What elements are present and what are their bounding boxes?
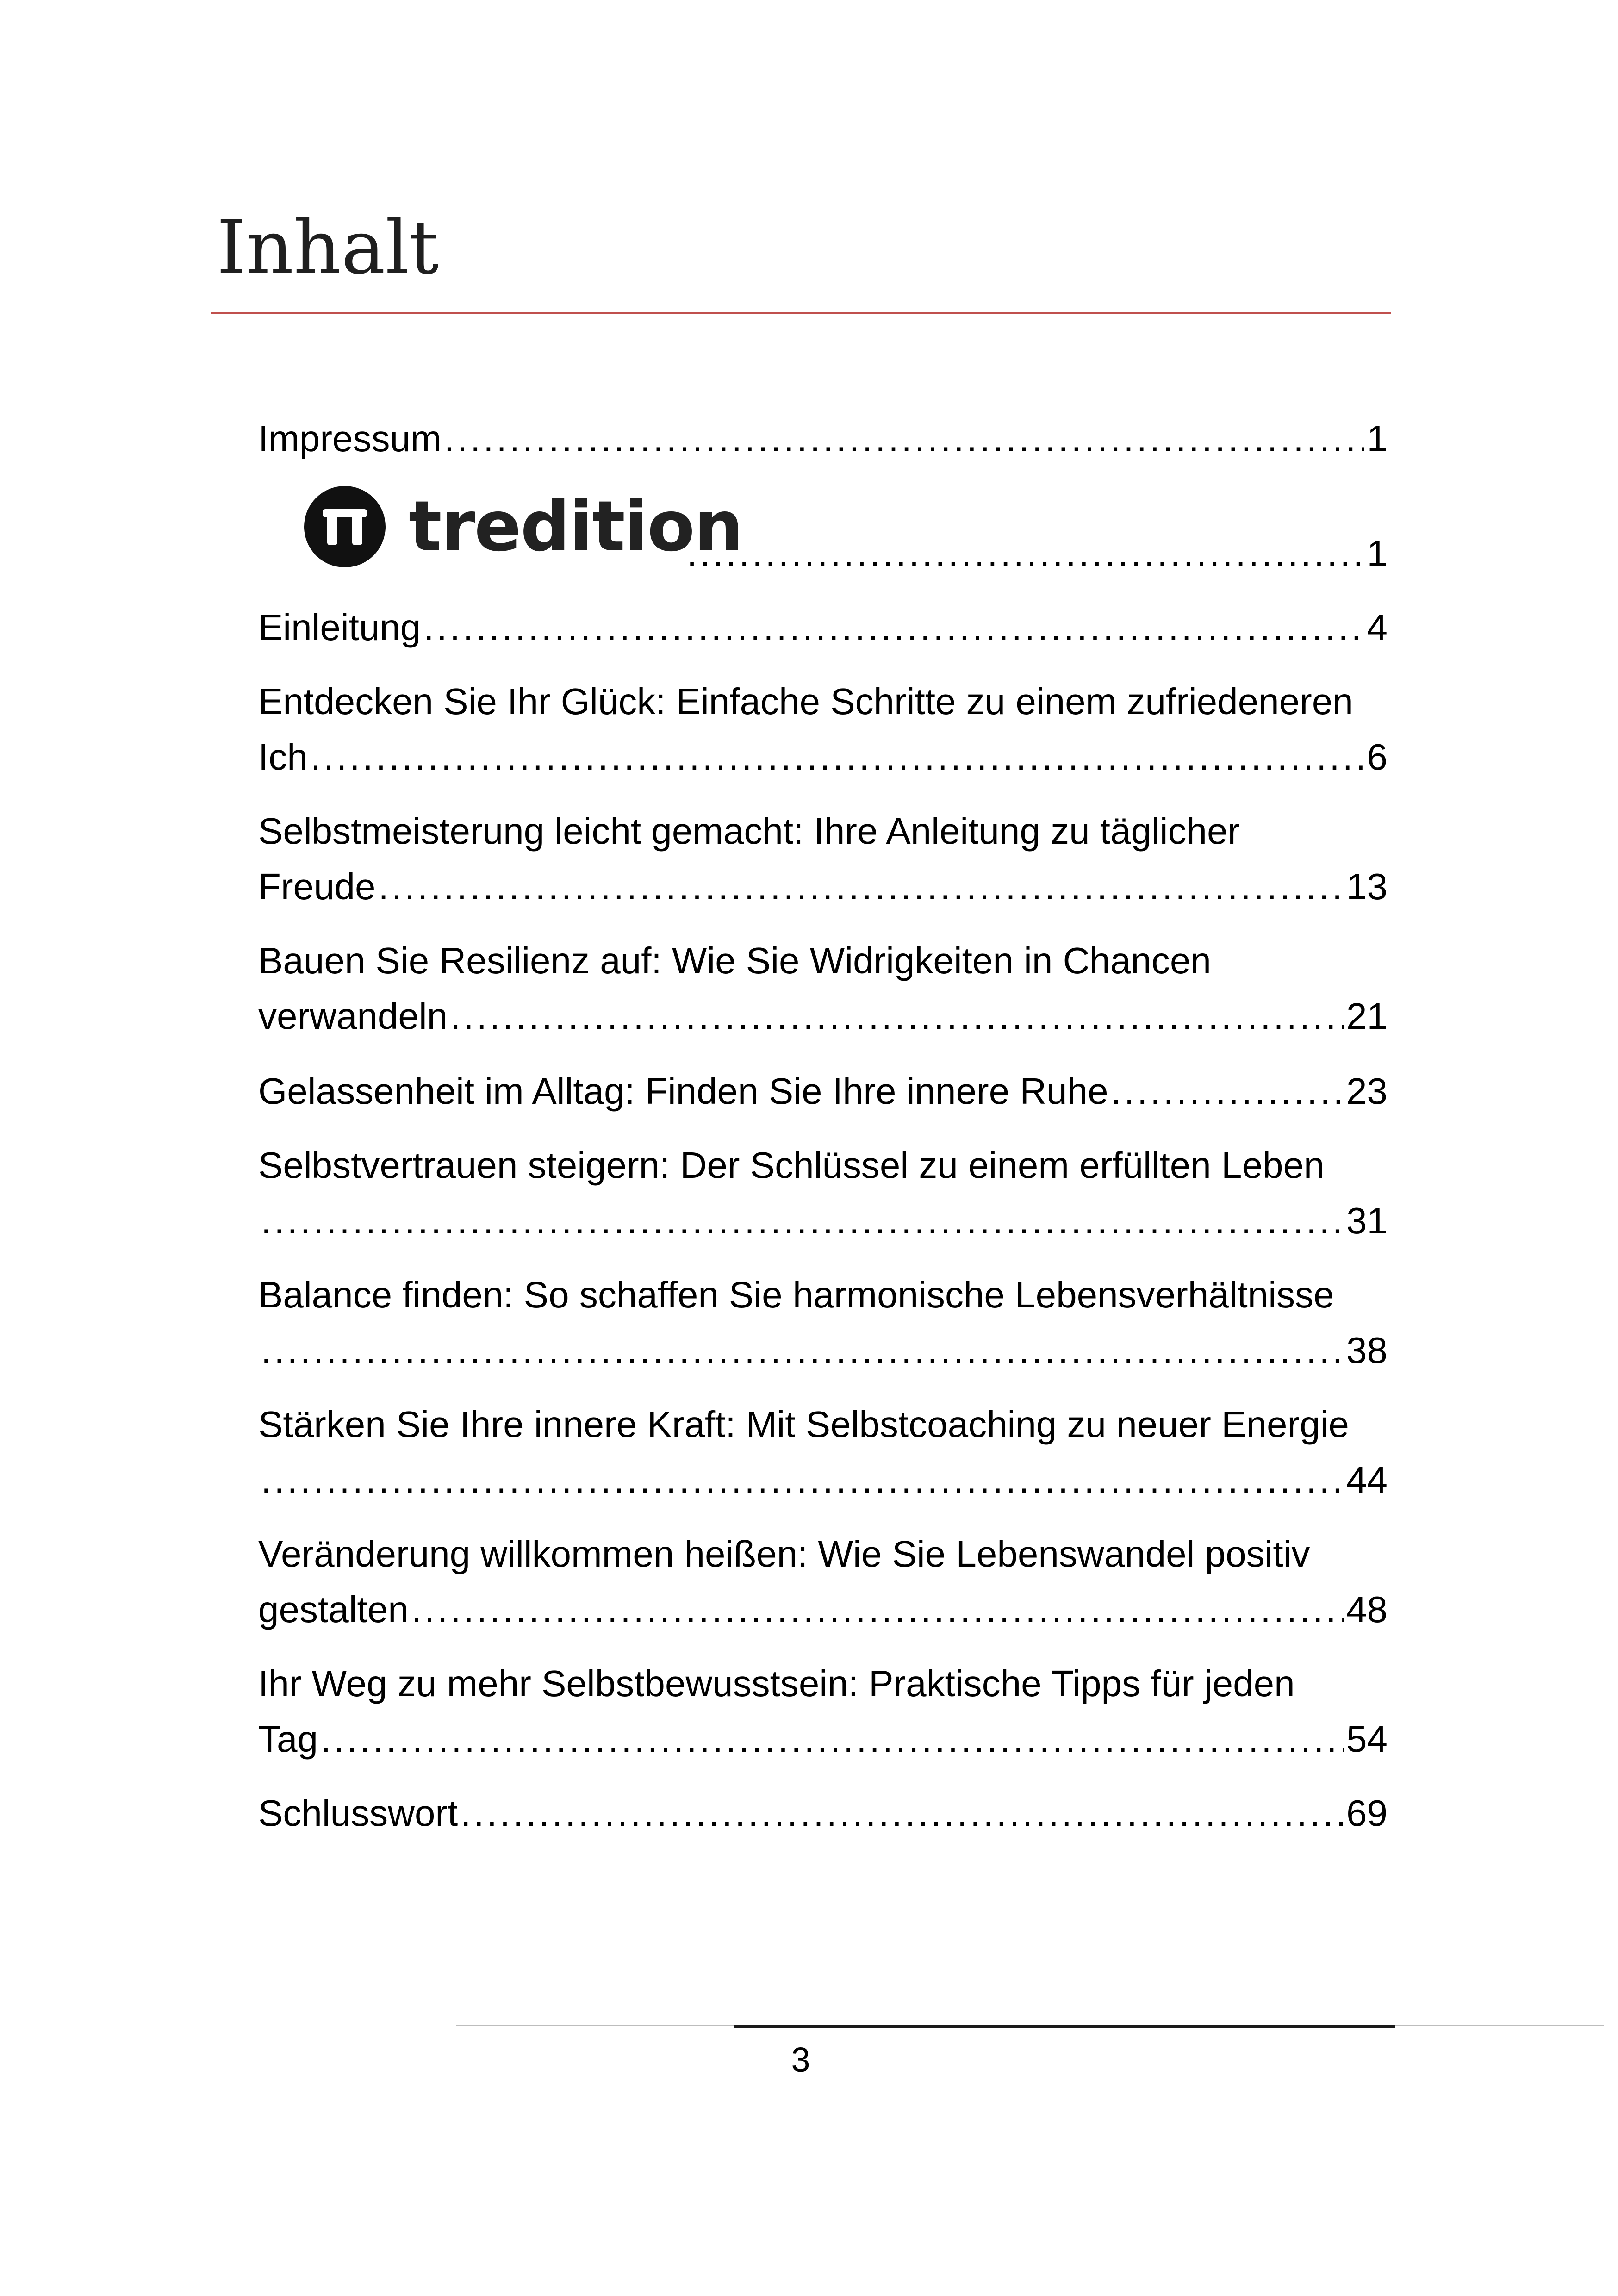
dot-leader — [1111, 1070, 1344, 1113]
toc-entry-einleitung[interactable] — [258, 604, 1388, 649]
toc-page-number: 1 — [1367, 533, 1388, 574]
toc-entry-resilienz[interactable] — [258, 993, 1388, 1038]
toc-entry-title: Schlusswort — [258, 1792, 458, 1834]
dot-leader — [261, 1459, 1344, 1501]
toc-entry-title: Stärken Sie Ihre innere Kraft: Mit Selbstcoaching zu neuer Energie — [258, 1404, 1349, 1445]
toc-entry-selbstmeisterung[interactable] — [258, 864, 1388, 908]
toc-entry-title: Impressum — [258, 418, 442, 459]
toc-entry-title: Bauen Sie Resilienz auf: Wie Sie Widrigkeiten in Chancen — [258, 940, 1211, 981]
toc-entry-balance[interactable] — [258, 1327, 1388, 1372]
toc-entry-title-line1[interactable] — [258, 1531, 1388, 1575]
toc-entry-title-line1[interactable] — [258, 938, 1388, 982]
toc-entry-veraenderung[interactable] — [258, 1587, 1388, 1631]
toc-page-number: 23 — [1346, 1070, 1388, 1112]
toc-page-number: 21 — [1346, 996, 1388, 1037]
dot-leader — [450, 995, 1344, 1038]
toc-page-number: 1 — [1367, 418, 1388, 459]
toc-page-number: 6 — [1367, 736, 1388, 778]
toc-entry-title: Balance finden: So schaffen Sie harmonische Lebensverhältnisse — [258, 1274, 1334, 1315]
toc-entry-innere-kraft[interactable] — [258, 1457, 1388, 1501]
dot-leader — [321, 1718, 1344, 1761]
page-number: 3 — [791, 2041, 810, 2079]
toc-entry-title-line1[interactable] — [258, 678, 1388, 723]
tredition-logo — [303, 485, 742, 568]
tredition-logo-wordmark: tredition — [409, 486, 743, 567]
toc-entry-title-line1[interactable] — [258, 808, 1388, 852]
toc-page-number: 4 — [1367, 607, 1388, 648]
toc-entry-title-line1[interactable] — [258, 1401, 1388, 1446]
tredition-logo-mark-icon — [303, 485, 386, 568]
dot-leader — [261, 1329, 1344, 1372]
toc-entry-title: Selbstvertrauen steigern: Der Schlüssel zu einem erfüllten Leben — [258, 1145, 1325, 1186]
dot-leader — [461, 1792, 1344, 1835]
toc-entry-gelassenheit[interactable] — [258, 1068, 1388, 1113]
footer-rule-left — [456, 2025, 734, 2026]
toc-entry-title-line1[interactable] — [258, 1661, 1388, 1705]
toc-entry-title: Ihr Weg zu mehr Selbstbewusstsein: Praktische Tipps für jeden — [258, 1663, 1295, 1704]
footer-rule-right — [1395, 2025, 1604, 2026]
toc-entry-title-line1[interactable] — [258, 1142, 1388, 1187]
dot-leader — [261, 1200, 1344, 1242]
dot-leader — [444, 417, 1364, 460]
heading-underline — [211, 312, 1391, 314]
toc-page-number: 48 — [1346, 1589, 1388, 1630]
dot-leader — [378, 865, 1344, 908]
toc-entry-title-cont: verwandeln — [258, 996, 448, 1037]
dot-leader — [311, 736, 1364, 778]
toc-page-number: 54 — [1346, 1718, 1388, 1760]
toc-heading: Inhalt — [217, 204, 439, 291]
toc-entry-schlusswort[interactable] — [258, 1790, 1388, 1835]
dot-leader — [687, 532, 1364, 575]
dot-leader — [411, 1588, 1344, 1631]
toc-entry-impressum[interactable] — [258, 416, 1388, 460]
toc-entry-entdecken[interactable] — [258, 734, 1388, 778]
toc-entry-title-cont: gestalten — [258, 1589, 409, 1630]
toc-entry-title: Selbstmeisterung leicht gemacht: Ihre Anleitung zu täglicher — [258, 810, 1240, 852]
dot-leader — [423, 606, 1364, 649]
toc-entry-title-cont: Ich — [258, 736, 308, 778]
toc-page-number: 13 — [1346, 866, 1388, 907]
toc-page-number: 38 — [1346, 1330, 1388, 1371]
toc-page-number: 31 — [1346, 1200, 1388, 1241]
toc-entry-title-line1[interactable] — [258, 1272, 1388, 1316]
toc-entry-title: Einleitung — [258, 607, 421, 648]
toc-entry-selbstbewusstsein[interactable] — [258, 1716, 1388, 1761]
toc-page-number: 69 — [1346, 1792, 1388, 1834]
toc-entry-title: Entdecken Sie Ihr Glück: Einfache Schritte zu einem zufriedeneren — [258, 681, 1353, 722]
toc-entry-logo[interactable] — [684, 530, 1388, 575]
toc-entry-title: Gelassenheit im Alltag: Finden Sie Ihre innere Ruhe — [258, 1070, 1108, 1112]
toc-entry-selbstvertrauen[interactable] — [258, 1198, 1388, 1242]
footer-rule — [734, 2025, 1395, 2028]
toc-entry-title: Veränderung willkommen heißen: Wie Sie Lebenswandel positiv — [258, 1533, 1310, 1574]
toc-page-number: 44 — [1346, 1459, 1388, 1500]
toc-entry-title-cont: Tag — [258, 1718, 318, 1760]
toc-entry-title-cont: Freude — [258, 866, 376, 907]
